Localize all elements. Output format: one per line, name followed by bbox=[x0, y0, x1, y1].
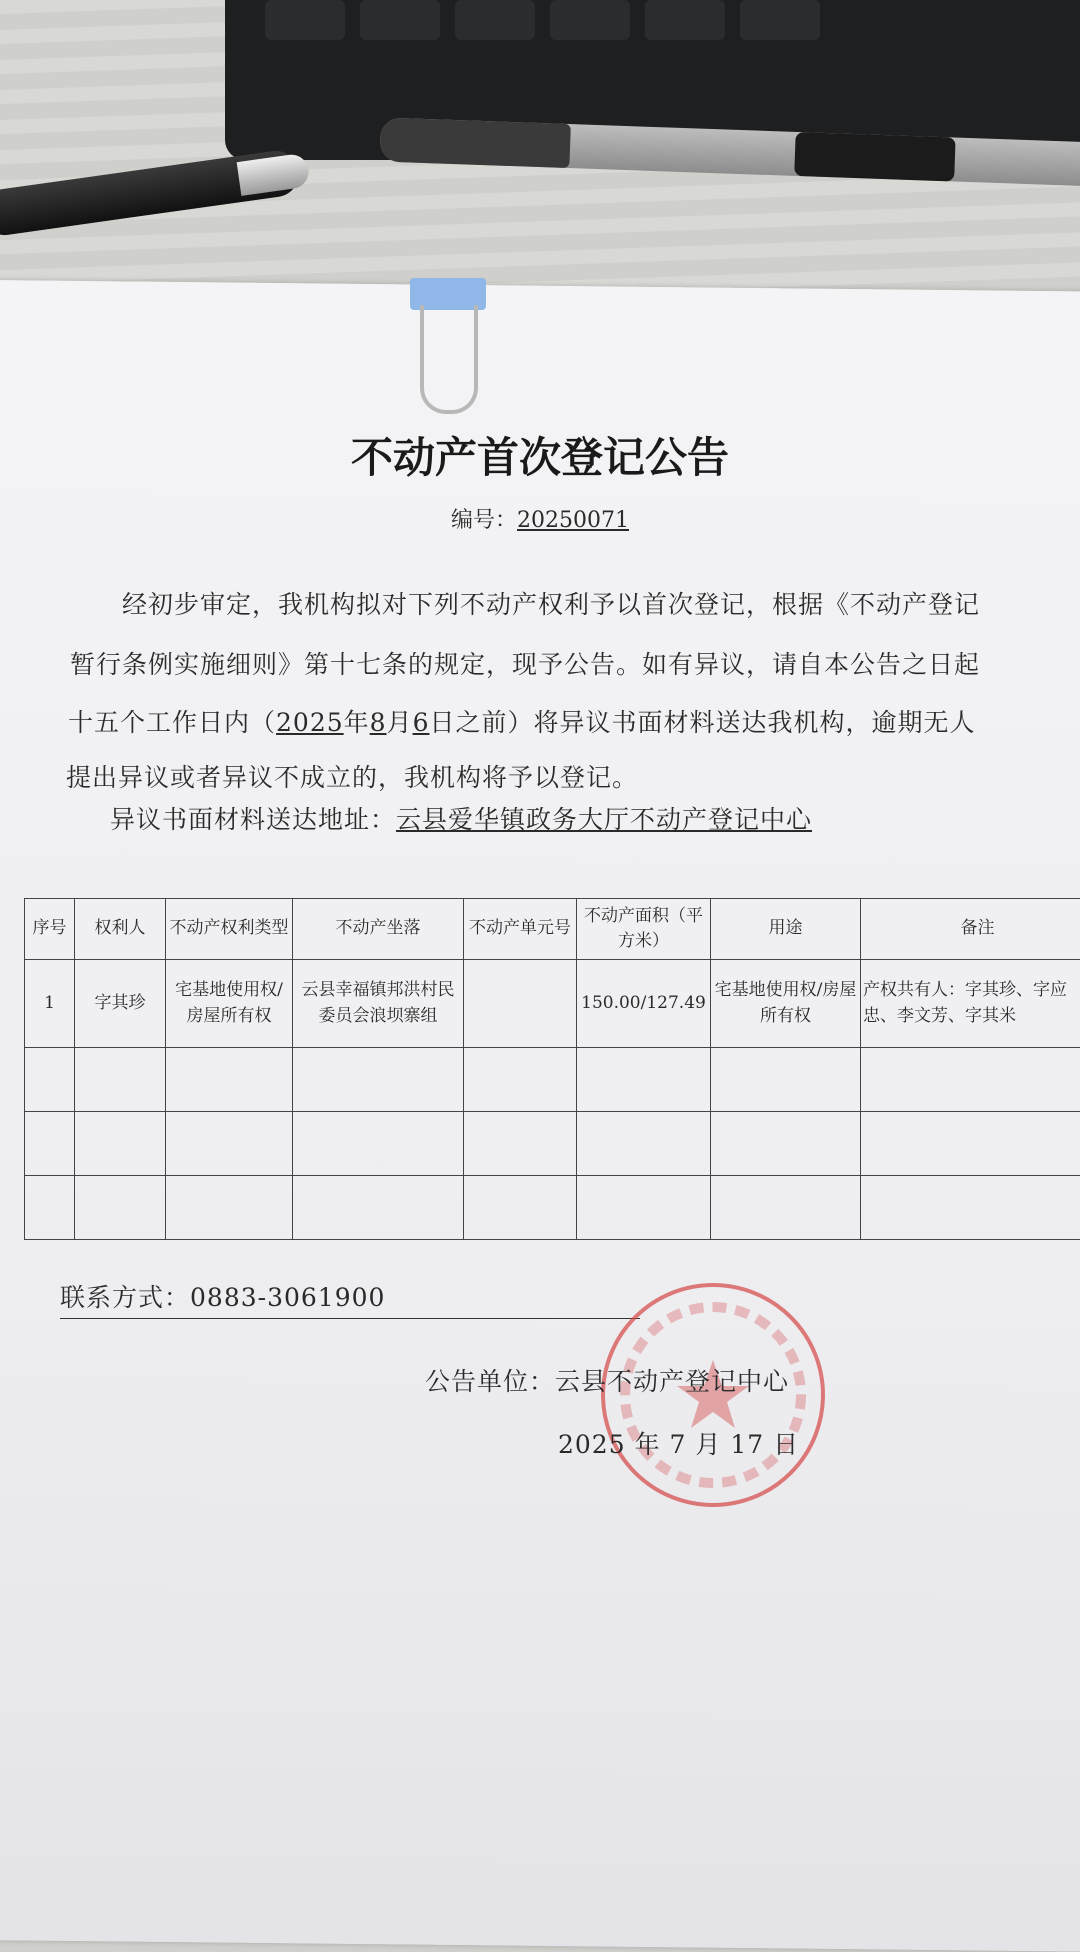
cell: 字其珍 bbox=[75, 960, 166, 1048]
cell bbox=[464, 1176, 577, 1240]
cell bbox=[711, 1176, 861, 1240]
issuer-line: 公告单位：云县不动产登记中心 bbox=[425, 1362, 789, 1398]
header-cell: 用途 bbox=[711, 899, 861, 960]
cell bbox=[464, 1048, 577, 1112]
table-header-row bbox=[25, 899, 1080, 960]
cell bbox=[166, 1112, 293, 1176]
cell bbox=[861, 1048, 1080, 1112]
address-line: 异议书面材料送达地址：云县爱华镇政务大厅不动产登记中心 bbox=[110, 800, 812, 836]
cell bbox=[711, 1048, 861, 1112]
table-row bbox=[25, 960, 1080, 1048]
cell: 150.00/127.49 bbox=[577, 960, 711, 1048]
cell bbox=[75, 1048, 166, 1112]
contact-line: 联系方式：0883-3061900 bbox=[60, 1278, 640, 1319]
cell bbox=[577, 1112, 711, 1176]
cell bbox=[25, 1048, 75, 1112]
header-cell: 不动产坐落 bbox=[293, 899, 464, 960]
table-row bbox=[25, 1176, 1080, 1240]
cell bbox=[166, 1176, 293, 1240]
cell: 1 bbox=[25, 960, 75, 1048]
cell bbox=[577, 1176, 711, 1240]
cell bbox=[464, 960, 577, 1048]
notice-number: 编号：20250071 bbox=[0, 503, 1080, 534]
binder-clip-handle bbox=[420, 305, 478, 414]
body-line-2: 暂行条例实施细则》第十七条的规定，现予公告。如有异议，请自本公告之日起 bbox=[70, 645, 980, 681]
cell bbox=[861, 1176, 1080, 1240]
header-cell: 不动产权利类型 bbox=[166, 899, 293, 960]
cell bbox=[711, 1112, 861, 1176]
body-line-3: 十五个工作日内（2025年8月6日之前）将异议书面材料送达我机构，逾期无人 bbox=[68, 703, 976, 739]
cell bbox=[293, 1048, 464, 1112]
cell bbox=[293, 1112, 464, 1176]
body-line-1: 经初步审定，我机构拟对下列不动产权利予以首次登记，根据《不动产登记 bbox=[122, 585, 980, 621]
cell: 宅基地使用权/房屋所有权 bbox=[166, 960, 293, 1048]
header-cell: 备注 bbox=[861, 899, 1080, 960]
header-cell: 权利人 bbox=[75, 899, 166, 960]
notice-title: 不动产首次登记公告 bbox=[0, 425, 1080, 485]
cell bbox=[75, 1176, 166, 1240]
cell bbox=[166, 1048, 293, 1112]
registration-table bbox=[24, 898, 1080, 1240]
cell bbox=[25, 1112, 75, 1176]
issue-date: 2025 年 7 月 17 日 bbox=[558, 1425, 799, 1461]
cell: 宅基地使用权/房屋所有权 bbox=[711, 960, 861, 1048]
cell bbox=[577, 1048, 711, 1112]
header-cell: 不动产单元号 bbox=[464, 899, 577, 960]
cell bbox=[75, 1112, 166, 1176]
cell bbox=[464, 1112, 577, 1176]
cell: 云县幸福镇邦洪村民委员会浪坝寨组 bbox=[293, 960, 464, 1048]
cell bbox=[861, 1112, 1080, 1176]
table-row bbox=[25, 1048, 1080, 1112]
table-row bbox=[25, 1112, 1080, 1176]
body-line-4: 提出异议或者异议不成立的，我机构将予以登记。 bbox=[66, 758, 638, 794]
header-cell: 序号 bbox=[25, 899, 75, 960]
cell bbox=[25, 1176, 75, 1240]
header-cell: 不动产面积（平方米） bbox=[577, 899, 711, 960]
cell: 产权共有人：字其珍、字应忠、李文芳、字其米 bbox=[861, 960, 1080, 1048]
cell bbox=[293, 1176, 464, 1240]
